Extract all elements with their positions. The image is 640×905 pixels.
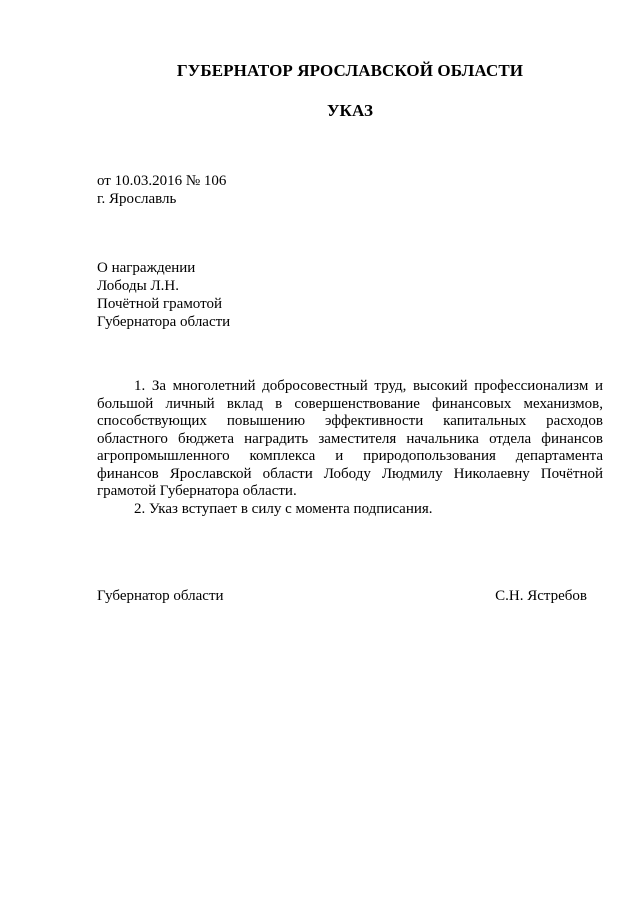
document-body bbox=[97, 378, 603, 518]
subject-block bbox=[97, 259, 230, 331]
date-number-line: от 10.03.2016 № 106 bbox=[97, 173, 227, 189]
subject-line: Лободы Л.Н. bbox=[97, 278, 179, 294]
document-authority: ГУБЕРНАТОР ЯРОСЛАВСКОЙ ОБЛАСТИ bbox=[176, 61, 524, 80]
signer-position: Губернатор области bbox=[97, 588, 224, 604]
place-line: г. Ярославль bbox=[97, 191, 177, 207]
date-block bbox=[97, 172, 226, 208]
subject-line: О награждении bbox=[97, 260, 196, 276]
signer-name: С.Н. Ястребов bbox=[495, 588, 587, 604]
paragraph-2: 2. Указ вступает в силу с момента подписания. bbox=[134, 500, 433, 517]
paragraph-1: 1. За многолетний добросовестный труд, высокий профессионализм и большой личный вклад в совершенствование финансовых механизмов, способствующих повышению эффективности капитальных расходов областного бюджета наградить заместителя начальника отдела финансов агропромышленного комплекса и природопользования департамента финансов Ярославской области Лободу Людмилу Николаевну Почётной грамотой Губернатора области. bbox=[97, 378, 603, 499]
subject-line: Почётной грамотой bbox=[97, 296, 222, 312]
subject-line: Губернатора области bbox=[97, 314, 231, 330]
document-type: УКАЗ bbox=[326, 101, 374, 120]
